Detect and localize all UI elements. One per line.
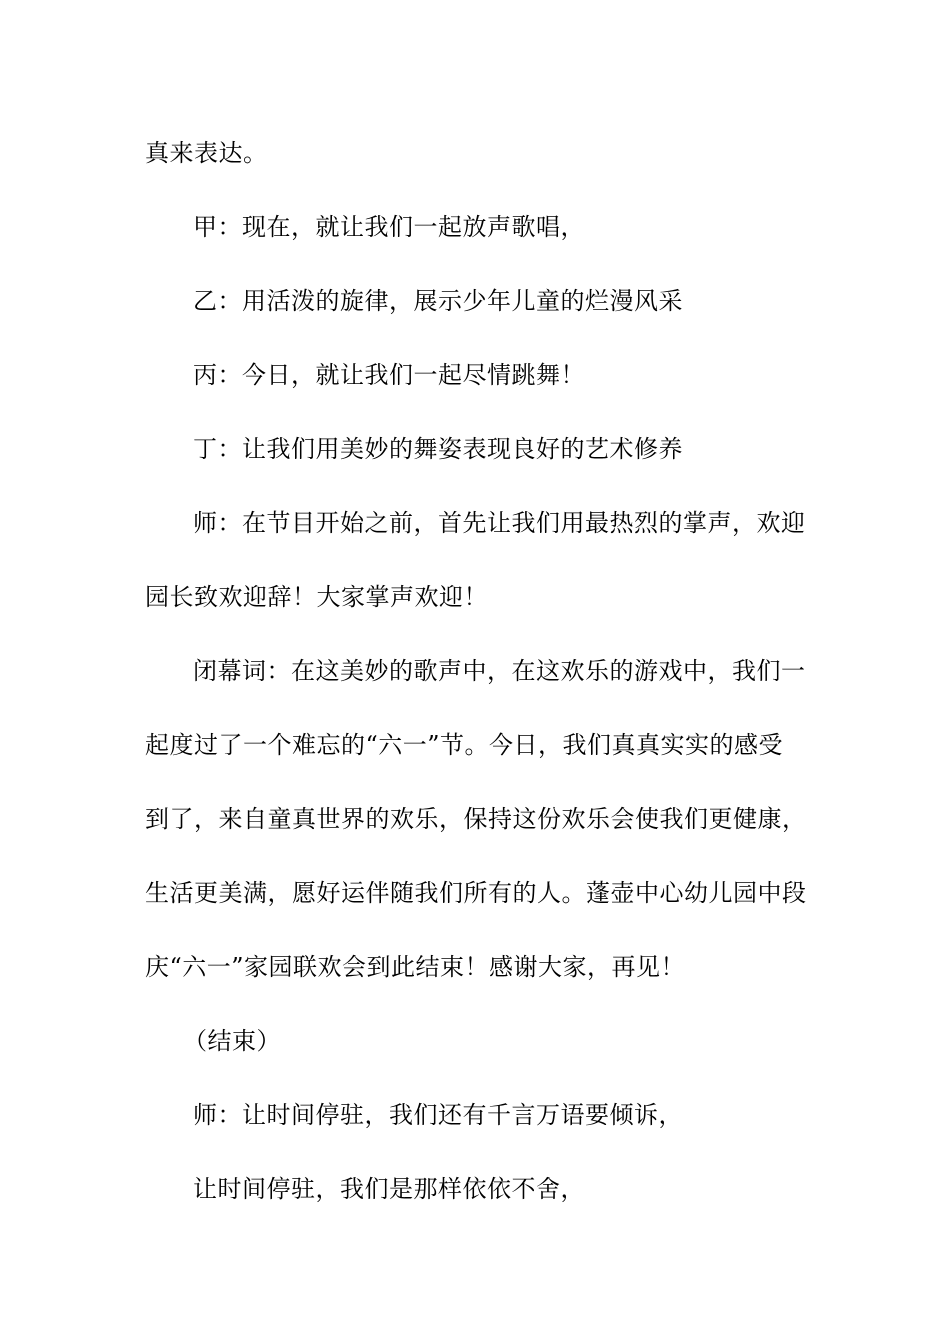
text-line: 起度过了一个难忘的“六一”节。今日，我们真真实实的感受 [145,731,784,759]
text-line: 庆“六一”家园联欢会到此结束！感谢大家，再见！ [145,953,686,981]
text-line: 乙：用活泼的旋律，展示少年儿童的烂漫风采 [193,287,683,315]
text-line: 师：在节目开始之前，首先让我们用最热烈的掌声，欢迎 [193,509,806,537]
text-line: 到了，来自童真世界的欢乐，保持这份欢乐会使我们更健康， [145,805,807,833]
text-line: 园长致欢迎辞！大家掌声欢迎！ [145,583,488,611]
text-line: （结束） [183,1027,281,1055]
text-line: 生活更美满，愿好运伴随我们所有的人。蓬壶中心幼儿园中段 [145,879,807,907]
text-line: 让时间停驻，我们是那样依依不舍， [193,1175,585,1203]
text-line: 师：让时间停驻，我们还有千言万语要倾诉， [193,1101,683,1129]
text-line: 真来表达。 [145,139,268,167]
text-line: 丁：让我们用美妙的舞姿表现良好的艺术修养 [193,435,683,463]
text-line: 丙：今日，就让我们一起尽情跳舞！ [193,361,585,389]
text-line: 闭幕词：在这美妙的歌声中，在这欢乐的游戏中，我们一 [193,657,806,685]
text-line: 甲：现在，就让我们一起放声歌唱， [193,213,585,241]
